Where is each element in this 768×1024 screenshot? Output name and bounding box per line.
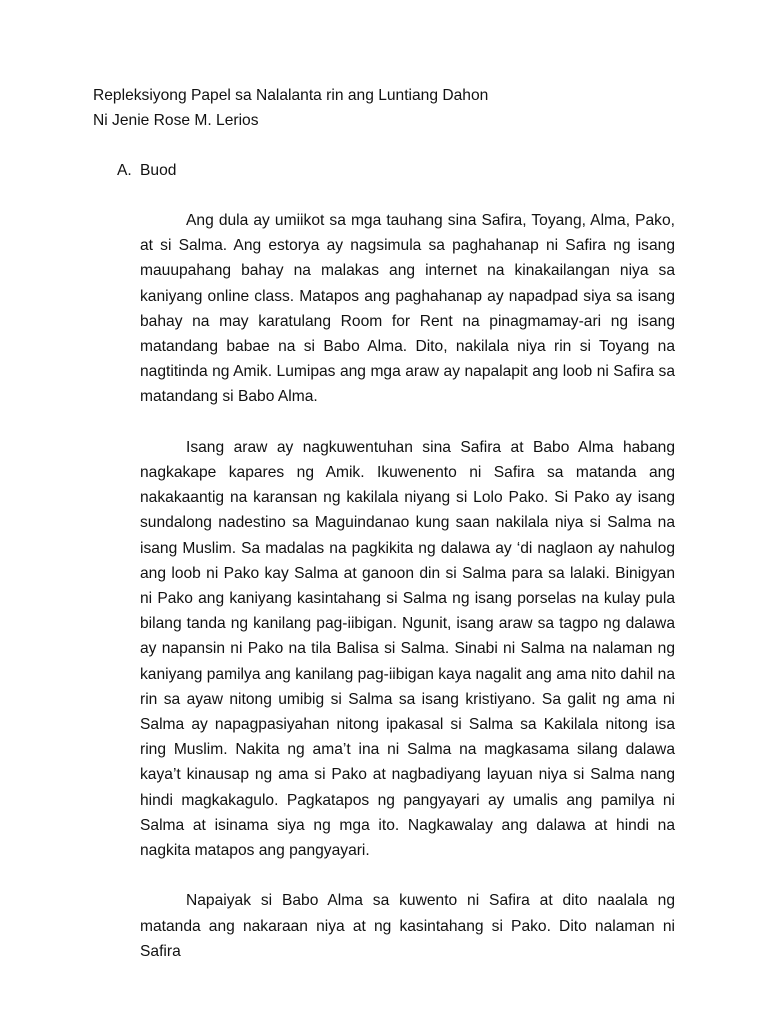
section-letter: A. [117,162,132,179]
section-label: Buod [140,162,177,179]
section-heading [117,161,176,181]
document-title: Repleksiyong Papel sa Nalalanta rin ang Luntiang Dahon [93,87,489,104]
paragraph: Isang araw ay nagkuwentuhan sina Safira at Babo Alma habang nagkakape kapares ng Amik. Ikuwenento ni Safira sa matanda ang nakakaantig na karansan ng kakilala niyang si Lolo Pako. Si Pako ay isang sundalong nadestino sa Maguindanao kung saan nakilala niya si Salma na isang Muslim. Sa madalas na pagkikita ng dalawa ay ‘di naglaon ay nahulog ang loob ni Pako kay Salma at ganoon din si Salma para sa lalaki. Binigyan ni Pako ang kaniyang kasintahang si Salma ng isang porselas na kulay pula bilang tanda ng kanilang pag-iibigan. Ngunit, isang araw sa tagpo ng dalawa ay napansin ni Pako na tila Balisa si Salma. Sinabi ni Salma na nalaman ng kaniyang pamilya ang kanilang pag-iibigan kaya nagalit ang ama nito dahil na rin sa ayaw nitong umibig si Salma sa isang kristiyano. Sa galit ng ama ni Salma ay napagpasiyahan nitong ipakasal si Salma sa Kakilala nitong isa ring Muslim. Nakita ng ama’t ina ni Salma na magkasama silang dalawa kaya’t kinausap ng ama si Pako at nagbadiyang layuan niya si Salma nang hindi magkakagulo. Pagkatapos ng pangyayari ay umalis ang pamilya ni Salma at isinama siya ng mga ito. Nagkawalay ang dalawa at hindi na nagkita matapos ang pangyayari. [140,438,675,860]
paragraph: Napaiyak si Babo Alma sa kuwento ni Safira at dito naalala ng matanda ang nakaraan niya at ng kasintahang si Pako. Dito nalaman ni Safira [140,892,675,960]
summary-body [140,208,675,989]
author-line: Ni Jenie Rose M. Lerios [93,112,259,129]
paragraph: Ang dula ay umiikot sa mga tauhang sina Safira, Toyang, Alma, Pako, at si Salma. Ang estorya ay nagsimula sa paghahanap ni Safira ng isang mauupahang bahay na malakas ang internet na kinakailangan niya sa kaniyang online class. Matapos ang paghahanap ay napadpad siya sa isang bahay na may karatulang Room for Rent na pinagmamay-ari ng isang matandang babae na si Babo Alma. Dito, nakilala niya rin si Toyang na nagtitinda ng Amik. Lumipas ang mga araw ay napalapit ang loob ni Safira sa matandang si Babo Alma. [140,212,675,406]
